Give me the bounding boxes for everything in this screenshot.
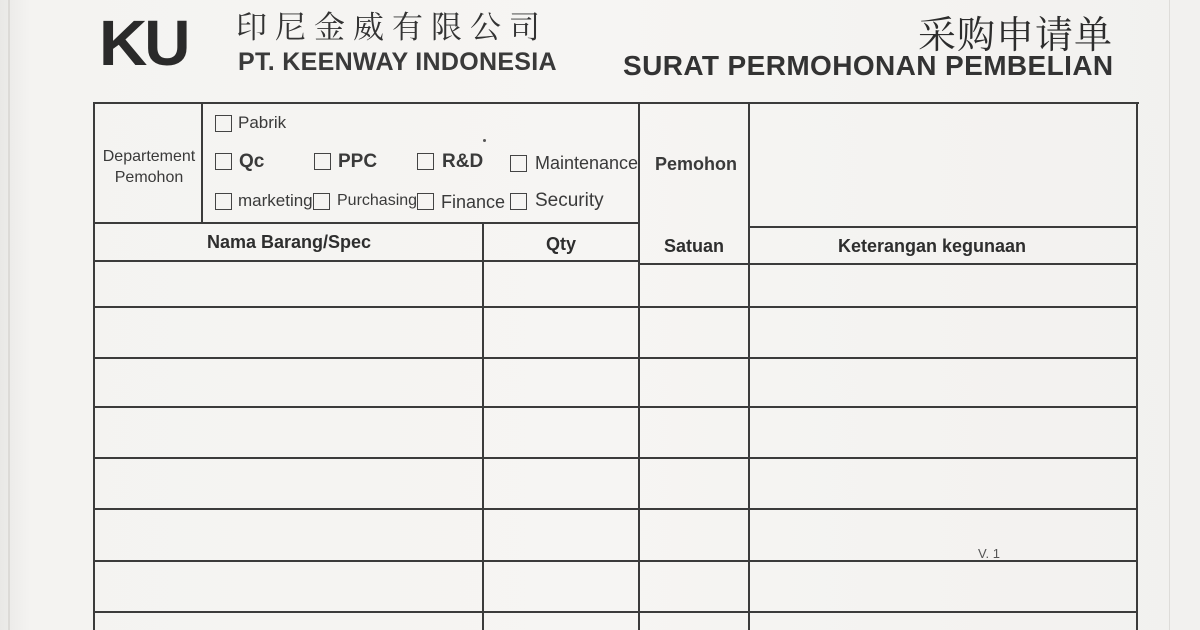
table-cell-notes[interactable] (751, 408, 1135, 457)
table-cell-item[interactable] (96, 510, 481, 560)
label-security: Security (535, 190, 604, 211)
checkbox-qc[interactable] (215, 153, 232, 170)
checkbox-marketing[interactable] (215, 193, 232, 210)
form-border-right (1136, 102, 1138, 630)
label-finance: Finance (441, 192, 506, 212)
table-cell-notes[interactable] (751, 359, 1135, 406)
form-border-left (93, 102, 95, 630)
checkbox-purchasing[interactable] (313, 193, 330, 210)
label-purchasing: Purchasing (337, 192, 418, 209)
label-pabrik: Pabrik (238, 113, 287, 132)
table-cell-item[interactable] (96, 359, 481, 406)
paper-edge-right (1169, 0, 1170, 630)
table-cell-unit[interactable] (641, 408, 747, 457)
dept-divider-1 (201, 102, 203, 223)
checkbox-pabrik[interactable] (215, 115, 232, 132)
requester-signature-box[interactable] (752, 106, 1134, 224)
table-cell-unit[interactable] (641, 510, 747, 560)
table-cell-unit[interactable] (641, 308, 747, 357)
checkbox-ppc[interactable] (314, 153, 331, 170)
table-cell-item[interactable] (96, 308, 481, 357)
company-name-chinese: 印尼金威有限公司 (236, 10, 548, 46)
table-cell-item[interactable] (96, 262, 481, 306)
col-header-notes: Keterangan kegunaan (837, 236, 1027, 256)
table-cell-qty[interactable] (485, 408, 637, 457)
checkbox-rnd[interactable] (417, 153, 434, 170)
table-cell-qty[interactable] (485, 308, 637, 357)
table-cell-qty[interactable] (485, 359, 637, 406)
dept-divider-2 (638, 102, 640, 630)
label-marketing: marketing (238, 191, 313, 210)
dust-speck (483, 139, 486, 142)
table-cell-notes[interactable] (751, 562, 1135, 611)
checkbox-maintenance[interactable] (510, 155, 527, 172)
table-cell-qty[interactable] (485, 262, 637, 306)
table-cell-qty[interactable] (485, 562, 637, 611)
col-header-unit: Satuan (663, 236, 724, 256)
table-cell-unit[interactable] (641, 562, 747, 611)
paper-edge-left (8, 0, 10, 630)
label-ppc: PPC (338, 151, 378, 172)
table-cell-notes[interactable] (751, 510, 1135, 560)
label-maintenance: Maintenance (535, 153, 639, 173)
form-border-top (93, 102, 1139, 104)
table-cell-qty[interactable] (485, 459, 637, 508)
company-logo: KU (98, 7, 189, 79)
table-cell-unit[interactable] (641, 459, 747, 508)
dept-section-bottom (93, 222, 640, 224)
row-line-7 (93, 611, 1138, 613)
table-cell-item[interactable] (96, 459, 481, 508)
col-header-item: Nama Barang/Spec (206, 232, 372, 252)
requester-label: Pemohon (655, 154, 738, 174)
table-cell-notes[interactable] (751, 308, 1135, 357)
col-header-qty: Qty (545, 234, 576, 254)
pen-mark: V. 1 (978, 546, 1000, 561)
form-title-chinese: 采购申请单 (918, 13, 1114, 57)
form-title: SURAT PERMOHONAN PEMBELIAN (623, 50, 1114, 81)
checkbox-security[interactable] (510, 193, 527, 210)
col-divider-qty (482, 223, 484, 630)
label-qc: Qc (239, 151, 265, 172)
department-label: Departement Pemohon (102, 148, 196, 186)
company-name: PT. KEENWAY INDONESIA (238, 48, 557, 76)
dept-divider-3 (748, 102, 750, 630)
table-cell-notes[interactable] (751, 262, 1135, 306)
table-cell-item[interactable] (96, 408, 481, 457)
table-cell-unit[interactable] (641, 359, 747, 406)
checkbox-finance[interactable] (417, 193, 434, 210)
table-cell-qty[interactable] (485, 510, 637, 560)
requester-section-bottom (748, 226, 1138, 228)
table-cell-notes[interactable] (751, 459, 1135, 508)
label-rnd: R&D (442, 151, 484, 172)
table-cell-item[interactable] (96, 562, 481, 611)
table-cell-unit[interactable] (641, 262, 747, 306)
